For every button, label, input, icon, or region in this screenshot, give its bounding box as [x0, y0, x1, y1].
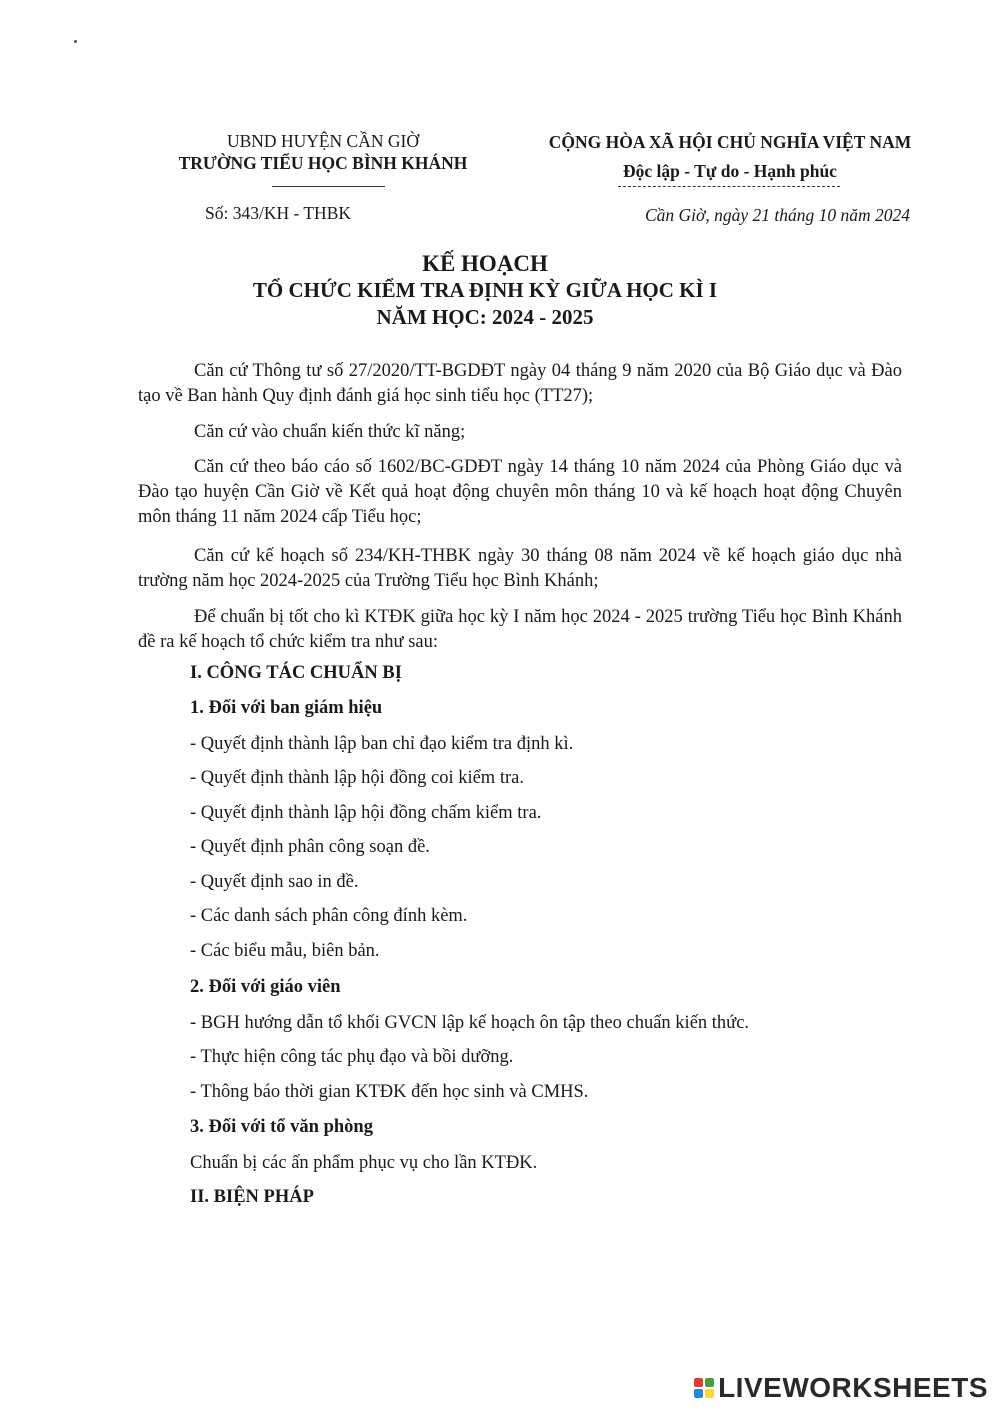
logo-wordmark: LIVEWORKSHEETS [718, 1372, 988, 1403]
list-item: - Quyết định sao in đề. [190, 872, 359, 892]
list-item: - Thực hiện công tác phụ đạo và bồi dưỡng. [190, 1047, 514, 1067]
document-title [180, 250, 790, 331]
preamble-paragraph: Căn cứ Thông tư số 27/2020/TT-BGDĐT ngày 04 tháng 9 năm 2020 của Bộ Giáo dục và Đào tạo về Ban hành Quy định đánh giá học sinh tiểu học (TT27); [138, 361, 902, 406]
motto: Độc lập - Tự do - Hạnh phúc [623, 161, 837, 181]
document-number: Số: 343/KH - THBK [205, 203, 352, 223]
liveworksheets-logo [694, 1372, 988, 1404]
title-year: NĂM HỌC: 2024 - 2025 [376, 305, 594, 329]
list-item: - Các danh sách phân công đính kèm. [190, 906, 468, 926]
issue-date: Cần Giờ, ngày 21 tháng 10 năm 2024 [644, 205, 910, 225]
country-name: CỘNG HÒA XÃ HỘI CHỦ NGHĨA VIỆT NAM [548, 132, 912, 152]
list-item: - Quyết định thành lập hội đồng coi kiểm tra. [190, 768, 524, 788]
preamble-paragraph: Căn cứ kế hoạch số 234/KH-THBK ngày 30 tháng 08 năm 2024 về kế hoạch giáo dục nhà trường năm học 2024-2025 của Trường Tiểu học Bình Khánh; [138, 546, 902, 591]
list-item: - Thông báo thời gian KTĐK đến học sinh và CMHS. [190, 1082, 589, 1102]
title-subject: TỔ CHỨC KIỂM TRA ĐỊNH KỲ GIỮA HỌC KÌ I [252, 278, 718, 302]
issuer-authority: UBND HUYỆN CẦN GIỜ [226, 131, 419, 151]
subsection-heading: 3. Đối với tổ văn phòng [190, 1117, 373, 1137]
subsection-heading: 2. Đối với giáo viên [190, 977, 341, 997]
motto-underline [618, 186, 840, 187]
body-text: Chuẩn bị các ấn phẩm phục vụ cho lần KTĐK. [190, 1153, 538, 1173]
scan-speck [74, 40, 77, 43]
subsection-heading: 1. Đối với ban giám hiệu [190, 698, 383, 718]
list-item: - Quyết định phân công soạn đề. [190, 837, 430, 857]
issuer-school: TRƯỜNG TIỂU HỌC BÌNH KHÁNH [178, 153, 468, 173]
logo-mark-icon [694, 1378, 714, 1398]
title-main: KẾ HOẠCH [422, 251, 548, 276]
list-item: - Quyết định thành lập ban chỉ đạo kiểm tra định kì. [190, 734, 574, 754]
list-item: - BGH hướng dẫn tổ khối GVCN lập kế hoạch ôn tập theo chuẩn kiến thức. [190, 1013, 750, 1033]
national-motto-block [520, 130, 940, 183]
section-heading: II. BIỆN PHÁP [190, 1187, 314, 1207]
list-item: - Quyết định thành lập hội đồng chấm kiểm tra. [190, 803, 542, 823]
section-heading: I. CÔNG TÁC CHUẨN BỊ [190, 663, 402, 683]
preamble-paragraph: Căn cứ theo báo cáo số 1602/BC-GDĐT ngày 14 tháng 10 năm 2024 của Phòng Giáo dục và Đào tạo huyện Cần Giờ về Kết quả hoạt động chuyên môn tháng 10 và kế hoạch hoạt động Chuyên môn tháng 11 năm 2024 cấp Tiểu học; [138, 457, 902, 527]
preamble-paragraph: Căn cứ vào chuẩn kiến thức kĩ năng; [194, 422, 466, 442]
issuer-underline [272, 186, 385, 187]
issuer-block [128, 130, 518, 174]
preamble-paragraph: Để chuẩn bị tốt cho kì KTĐK giữa học kỳ I năm học 2024 - 2025 trường Tiểu học Bình Khánh đề ra kế hoạch tổ chức kiểm tra như sau: [138, 607, 902, 652]
list-item: - Các biểu mẫu, biên bản. [190, 941, 380, 961]
